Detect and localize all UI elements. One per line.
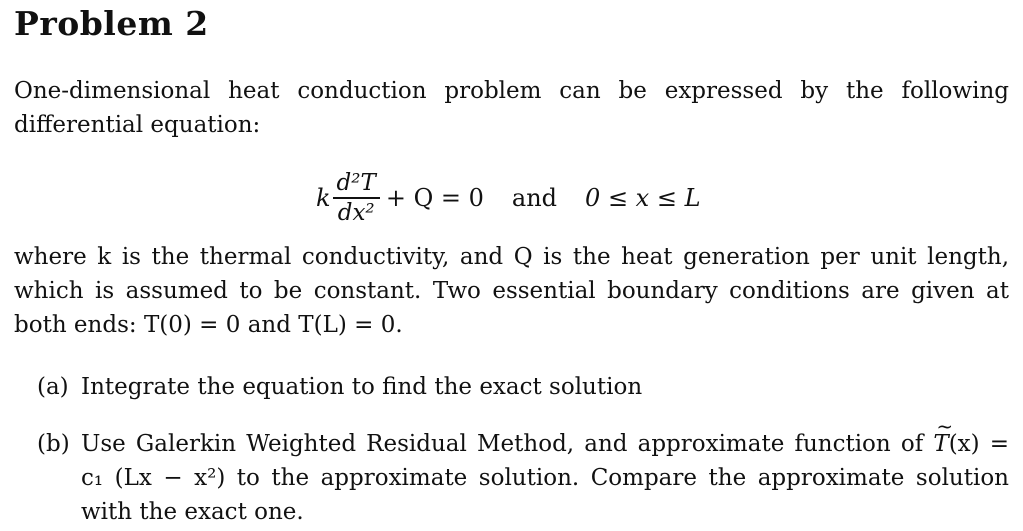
equation-denominator: dx² bbox=[337, 199, 375, 226]
item-text-b bbox=[81, 427, 1009, 529]
equation-coefficient: k bbox=[316, 184, 331, 212]
problem-title: Problem 2 bbox=[14, 4, 209, 43]
intro-paragraph: One-dimensional heat conduction problem can be expressed by the following differential equation: bbox=[14, 78, 1009, 138]
item-text-b-pre: Use Galerkin Weighted Residual Method, and approximate function of bbox=[81, 431, 934, 457]
item-text-b-post: (x) = c₁ (Lx − x²) to the approximate solution. Compare the approximate solution with the exact one. bbox=[81, 431, 1010, 525]
item-label-a: (a) bbox=[37, 374, 69, 400]
equation-domain: 0 ≤ x ≤ L bbox=[585, 184, 701, 212]
equation-fraction bbox=[333, 169, 380, 227]
item-label-b: (b) bbox=[37, 431, 70, 457]
item-text-a: Integrate the equation to find the exact solution bbox=[81, 374, 643, 400]
t-tilde-symbol: ~ T bbox=[933, 427, 948, 461]
description-paragraph: where k is the thermal conductivity, and Q is the heat generation per unit length, which is assumed to be constant. Two essential boundary conditions are given at both ends: T(0) = 0 and T(L) = 0. bbox=[14, 244, 1009, 338]
differential-equation bbox=[316, 165, 701, 231]
equation-rest: + Q = 0 bbox=[385, 184, 484, 212]
equation-numerator: d²T bbox=[336, 170, 376, 197]
equation-connector: and bbox=[511, 184, 558, 212]
